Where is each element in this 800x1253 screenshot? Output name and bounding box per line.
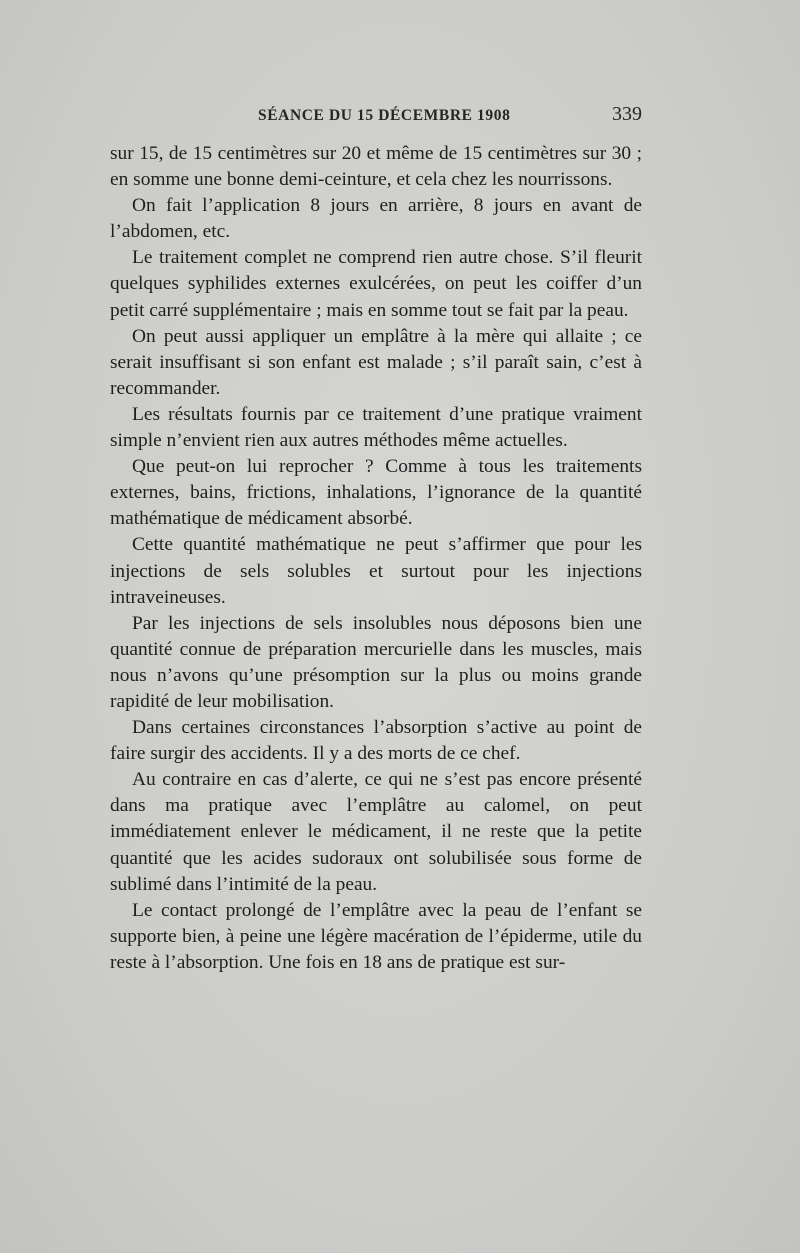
paragraph: Que peut-on lui reprocher ? Comme à tous les traitements externes, bains, frictions, inhalations, l’ignorance de la quantité mathématique de médicament absorbé.	[110, 456, 642, 530]
page-header	[110, 103, 642, 133]
paragraph: sur 15, de 15 centimètres sur 20 et même de 15 centimètres sur 30 ; en somme une bonne demi-ceinture, et cela chez les nourrissons.	[110, 143, 642, 191]
paragraph: Le traitement complet ne comprend rien autre chose. S’il fleurit quelques syphilides externes exulcérées, on peut les coiffer d’un petit carré supplémentaire ; mais en somme tout se fait par la peau.	[110, 247, 642, 321]
paragraph: Cette quantité mathématique ne peut s’affirmer que pour les injections de sels solubles et surtout pour les injections intraveineuses.	[110, 534, 642, 608]
paragraph: Par les injections de sels insolubles nous déposons bien une quantité connue de préparation mercurielle dans les muscles, mais nous n’avons qu’une présomption sur la plus ou moins grande rapidité de leur mobilisation.	[110, 612, 642, 712]
paragraph: Au contraire en cas d’alerte, ce qui ne s’est pas encore présenté dans ma pratique avec l’emplâtre au calomel, on peut immédiatement enlever le médicament, il ne reste que la petite quantité que les acides sudoraux ont solubilisée sous forme de sublimé dans l’intimité de la peau.	[110, 769, 642, 895]
paragraph: Le contact prolongé de l’emplâtre avec la peau de l’enfant se supporte bien, à peine une légère macération de l’épiderme, utile du reste à l’absorption. Une fois en 18 ans de pratique est sur-	[110, 899, 642, 973]
paragraph: Les résultats fournis par ce traitement d’une pratique vraiment simple n’envient rien aux autres méthodes même actuelles.	[110, 403, 642, 452]
paragraph: On peut aussi appliquer un emplâtre à la mère qui allaite ; ce serait insuffisant si son enfant est malade ; s’il paraît sain, c’est à recommander.	[110, 325, 642, 399]
body-text	[110, 141, 642, 976]
running-head: SÉANCE DU 15 DÉCEMBRE 1908	[258, 107, 511, 124]
paragraph: Dans certaines circonstances l’absorption s’active au point de faire surgir des accidents. Il y a des morts de ce chef.	[110, 717, 642, 765]
page-number: 339	[612, 103, 642, 125]
paragraph: On fait l’application 8 jours en arrière, 8 jours en avant de l’abdomen, etc.	[110, 195, 642, 243]
